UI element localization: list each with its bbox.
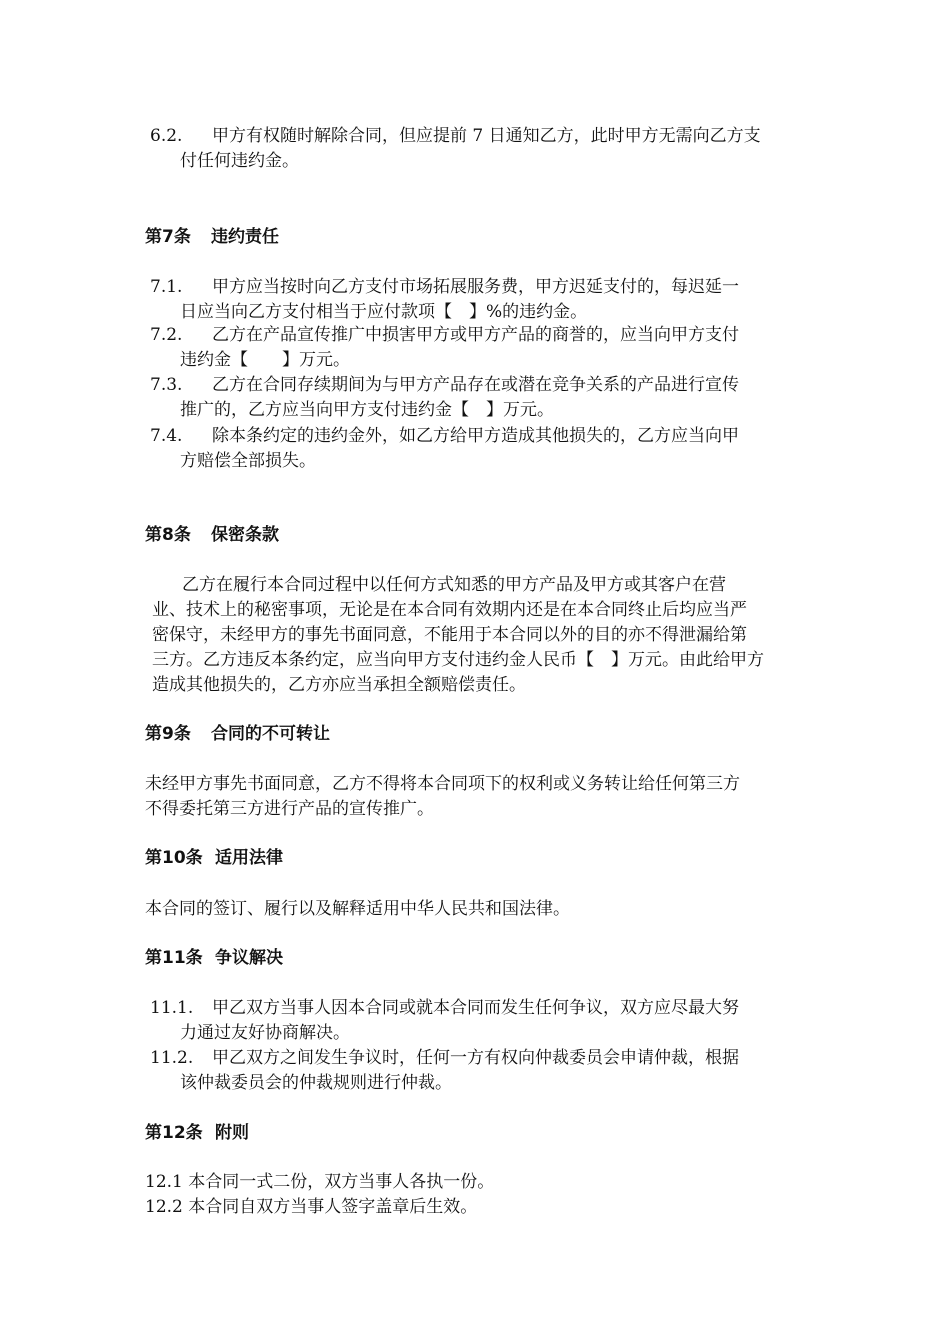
clause-7-item-1 <box>150 275 808 325</box>
clause-12-heading <box>145 1121 249 1146</box>
clause-number: 第8条 <box>145 525 191 545</box>
clause-6-item-2 <box>150 124 808 174</box>
clause-number: 第12条 <box>145 1123 203 1143</box>
clause-7-item-3 <box>150 373 808 423</box>
clause-7-item-2 <box>150 323 808 373</box>
clause-number: 第10条 <box>145 848 203 868</box>
clause-11-heading <box>145 946 283 971</box>
clause-number: 第11条 <box>145 948 203 968</box>
clause-9-heading <box>145 722 330 747</box>
item-text-line-1: 甲方有权随时解除合同，但应提前 7 日通知乙方，此时甲方无需向乙方支 <box>212 126 761 146</box>
clause-8-paragraph <box>152 573 812 698</box>
item-text-line-1: 甲乙双方之间发生争议时，任何一方有权向仲裁委员会申请仲裁，根据 <box>212 1048 739 1068</box>
paragraph-line: 三方。乙方违反本条约定，应当向甲方支付违约金人民币【 】万元。由此给甲方 <box>152 650 764 670</box>
item-text-line-1: 甲乙双方当事人因本合同或就本合同而发生任何争议，双方应尽最大努 <box>212 998 739 1018</box>
clause-number: 第7条 <box>145 227 191 247</box>
item-text-line-2: 违约金【 】万元。 <box>180 350 350 370</box>
item-number: 7.3. <box>150 375 183 395</box>
clause-title: 保密条款 <box>211 525 279 545</box>
clause-title: 违约责任 <box>211 227 279 247</box>
clause-9-paragraph <box>145 772 810 822</box>
item-number: 7.2. <box>150 325 183 345</box>
item-number: 11.1. <box>150 998 194 1018</box>
paragraph-line: 密保守，未经甲方的事先书面同意，不能用于本合同以外的目的亦不得泄漏给第 <box>152 625 747 645</box>
clause-8-heading <box>145 523 279 548</box>
item-text-line-1: 乙方在合同存续期间为与甲方产品存在或潜在竞争关系的产品进行宣传 <box>212 375 739 395</box>
paragraph-line: 造成其他损失的，乙方亦应当承担全额赔偿责任。 <box>152 675 526 695</box>
item-text-line-1: 甲方应当按时向乙方支付市场拓展服务费，甲方迟延支付的，每迟延一 <box>212 277 739 297</box>
item-text-line-1: 乙方在产品宣传推广中损害甲方或甲方产品的商誉的，应当向甲方支付 <box>212 325 739 345</box>
annex-line: 12.2 本合同自双方当事人签字盖章后生效。 <box>145 1197 478 1217</box>
paragraph-line: 乙方在履行本合同过程中以任何方式知悉的甲方产品及甲方或其客户在营 <box>182 575 726 595</box>
clause-10-text: 本合同的签订、履行以及解释适用中华人民共和国法律。 <box>145 899 570 919</box>
item-text-line-2: 推广的，乙方应当向甲方支付违约金【 】万元。 <box>180 400 554 420</box>
clause-title: 争议解决 <box>215 948 283 968</box>
item-number: 7.4. <box>150 426 183 446</box>
clause-10-heading <box>145 846 283 871</box>
clause-title: 合同的不可转让 <box>211 724 330 744</box>
clause-11-item-1 <box>150 996 808 1046</box>
clause-7-heading <box>145 225 279 250</box>
item-text-line-1: 除本条约定的违约金外，如乙方给甲方造成其他损失的，乙方应当向甲 <box>212 426 739 446</box>
clause-number: 第9条 <box>145 724 191 744</box>
item-number: 7.1. <box>150 277 183 297</box>
clause-title: 附则 <box>215 1123 249 1143</box>
item-text-line-2: 方赔偿全部损失。 <box>180 451 316 471</box>
item-text-line-2: 力通过友好协商解决。 <box>180 1023 350 1043</box>
clause-title: 适用法律 <box>215 848 283 868</box>
clause-12-items <box>145 1170 810 1220</box>
clause-11-item-2 <box>150 1046 808 1096</box>
item-text-line-2: 该仲裁委员会的仲裁规则进行仲裁。 <box>180 1073 452 1093</box>
item-text-line-2: 付任何违约金。 <box>180 151 299 171</box>
paragraph-line: 未经甲方事先书面同意，乙方不得将本合同项下的权利或义务转让给任何第三方 <box>145 774 740 794</box>
item-number: 6.2. <box>150 126 183 146</box>
item-number: 11.2. <box>150 1048 194 1068</box>
annex-line: 12.1 本合同一式二份，双方当事人各执一份。 <box>145 1172 495 1192</box>
paragraph-line: 业、技术上的秘密事项，无论是在本合同有效期内还是在本合同终止后均应当严 <box>152 600 747 620</box>
clause-7-item-4 <box>150 424 808 474</box>
item-text-line-2: 日应当向乙方支付相当于应付款项【 】%的违约金。 <box>180 302 588 322</box>
paragraph-line: 不得委托第三方进行产品的宣传推广。 <box>145 799 434 819</box>
